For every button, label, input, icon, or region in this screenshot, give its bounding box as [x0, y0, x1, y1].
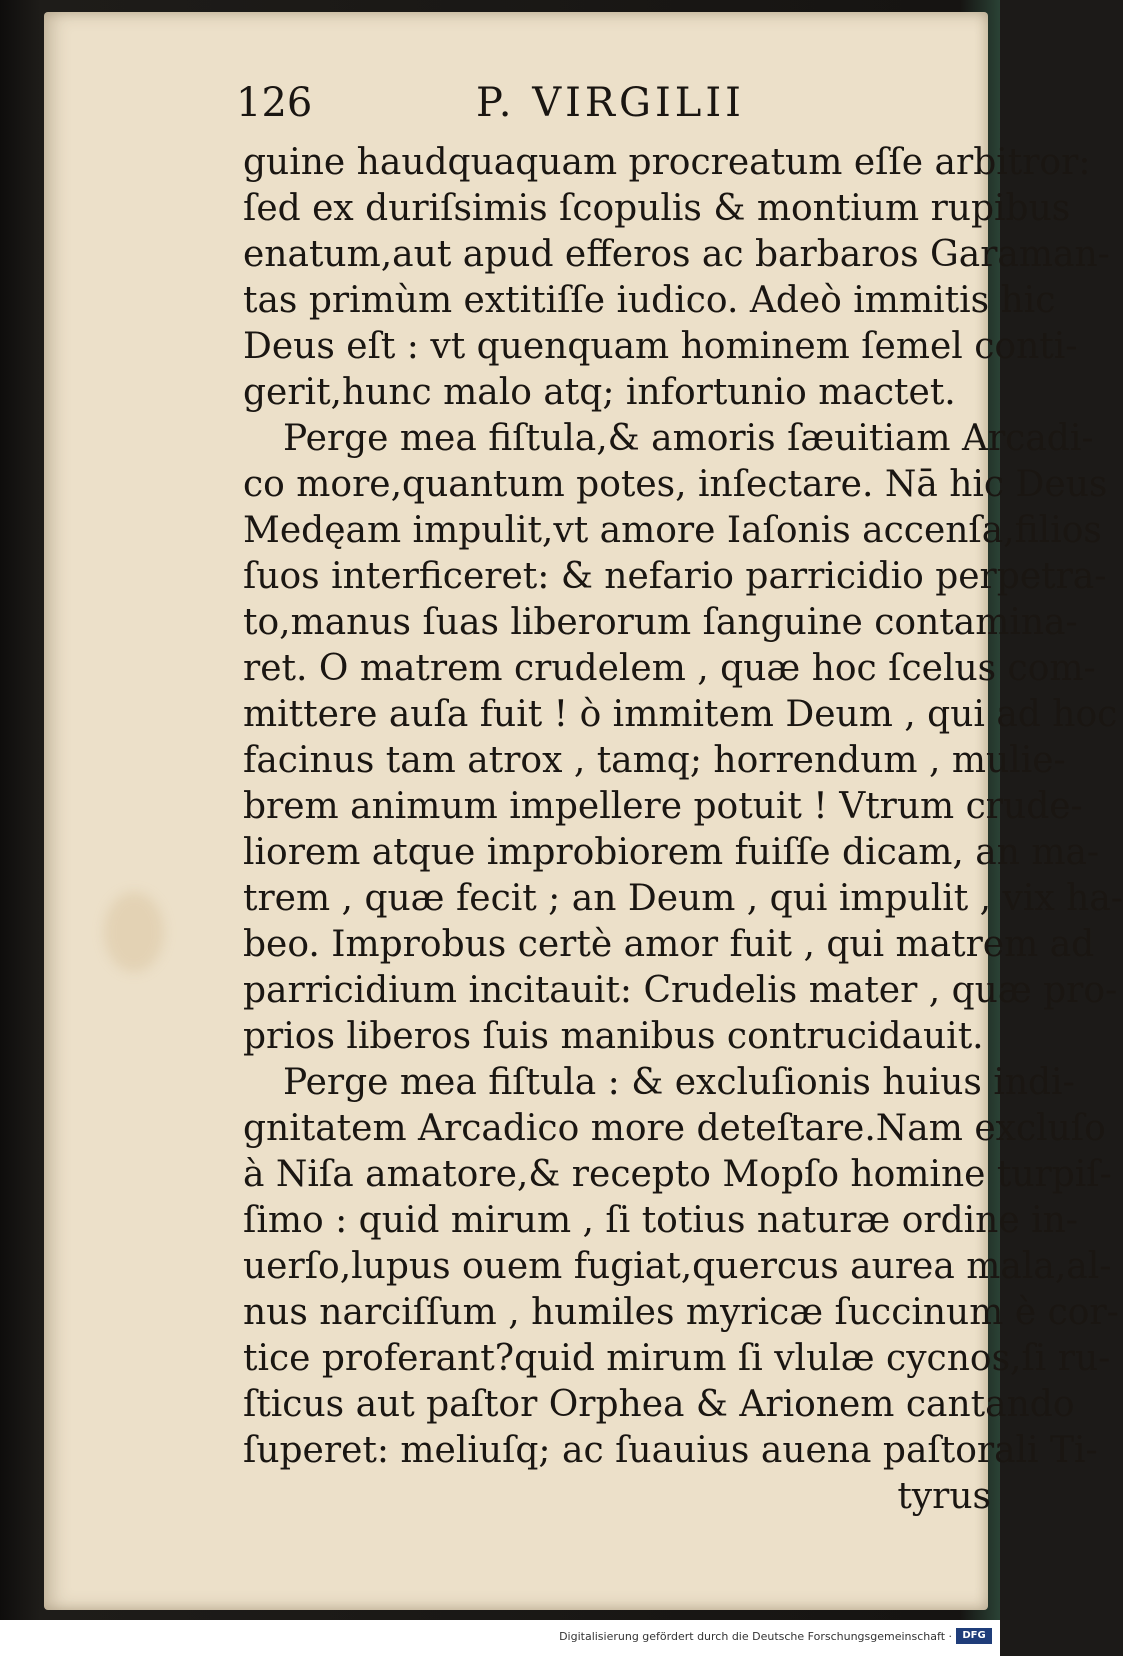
text-line: trem , quæ fecit ; an Deum , qui impulit , vix ha- [243, 878, 1123, 919]
text-line: ſuperet: meliuſq; ac ſuauius auena paſtorali Ti- [243, 1430, 1098, 1471]
text-line: prios liberos ſuis manibus contrucidauit. [243, 1016, 984, 1057]
text-line: liorem atque improbiorem fuiſſe dicam, an ma- [243, 832, 1100, 873]
text-line: enatum,aut apud efferos ac barbaros Garaman- [243, 234, 1110, 275]
text-line: tice proferant?quid mirum ſi vlulæ cycnos,ſi ru- [243, 1338, 1111, 1379]
text-line: brem animum impellere potuit ! Vtrum crude- [243, 786, 1083, 827]
text-line: ſticus aut paſtor Orphea & Arionem cantando [243, 1384, 1075, 1425]
text-line: Medęam impulit,vt amore Iaſonis accenſa,filios [243, 510, 1102, 551]
text-line: uerſo,lupus ouem fugiat,quercus aurea mala,al- [243, 1246, 1112, 1287]
text-line: tas primùm extitiſſe iudico. Adeò immitis hic [243, 280, 1056, 321]
text-line: ſuos interficeret: & nefario parricidio perpetra- [243, 556, 1107, 597]
digitization-footer [0, 1620, 1000, 1656]
paper-stain [104, 892, 164, 972]
text-line: guine haudquaquam procreatum eſſe arbitror: [243, 142, 1091, 183]
text-line: à Niſa amatore,& recepto Mopſo homine turpiſ- [243, 1154, 1112, 1195]
text-line: ſimo : quid mirum , ſi totius naturæ ordine in- [243, 1200, 1078, 1241]
text-line: to,manus ſuas liberorum ſanguine contamina- [243, 602, 1078, 643]
text-line: ret. O matrem crudelem , quæ hoc ſcelus com- [243, 648, 1096, 689]
text-line: nus narciſſum , humiles myricæ ſuccinum è cor- [243, 1292, 1119, 1333]
text-line: beo. Improbus certè amor fuit , qui matrem ad [243, 924, 1095, 965]
text-line: Perge mea fiſtula,& amoris ſæuitiam Arcadi- [283, 418, 1094, 459]
text-line: ſed ex duriſsimis ſcopulis & montium rupibus [243, 188, 1071, 229]
text-line: facinus tam atrox , tamq; horrendum , mulie- [243, 740, 1066, 781]
body-text [243, 140, 1123, 1520]
text-line: gnitatem Arcadico more deteſtare.Nam excluſo [243, 1108, 1106, 1149]
running-head: P. VIRGILII [476, 80, 745, 126]
text-line: parricidium incitauit: Crudelis mater , quæ pro- [243, 970, 1118, 1011]
text-line: co more,quantum potes, inſectare. Nā hic Deus [243, 464, 1108, 505]
text-line: Perge mea fiſtula : & excluſionis huius indi- [283, 1062, 1075, 1103]
catchword: tyrus [897, 1476, 991, 1517]
text-line: gerit,hunc malo atq; infortunio mactet. [243, 372, 956, 413]
text-line: mittere auſa fuit ! ò immitem Deum , qui ad hoc [243, 694, 1118, 735]
funding-credit: Digitalisierung gefördert durch die Deutsche Forschungsgemeinschaft · [559, 1630, 952, 1643]
page-number: 126 [236, 80, 313, 126]
dfg-logo: DFG [956, 1628, 992, 1644]
text-line: Deus eſt : vt quenquam hominem ſemel conti- [243, 326, 1078, 367]
